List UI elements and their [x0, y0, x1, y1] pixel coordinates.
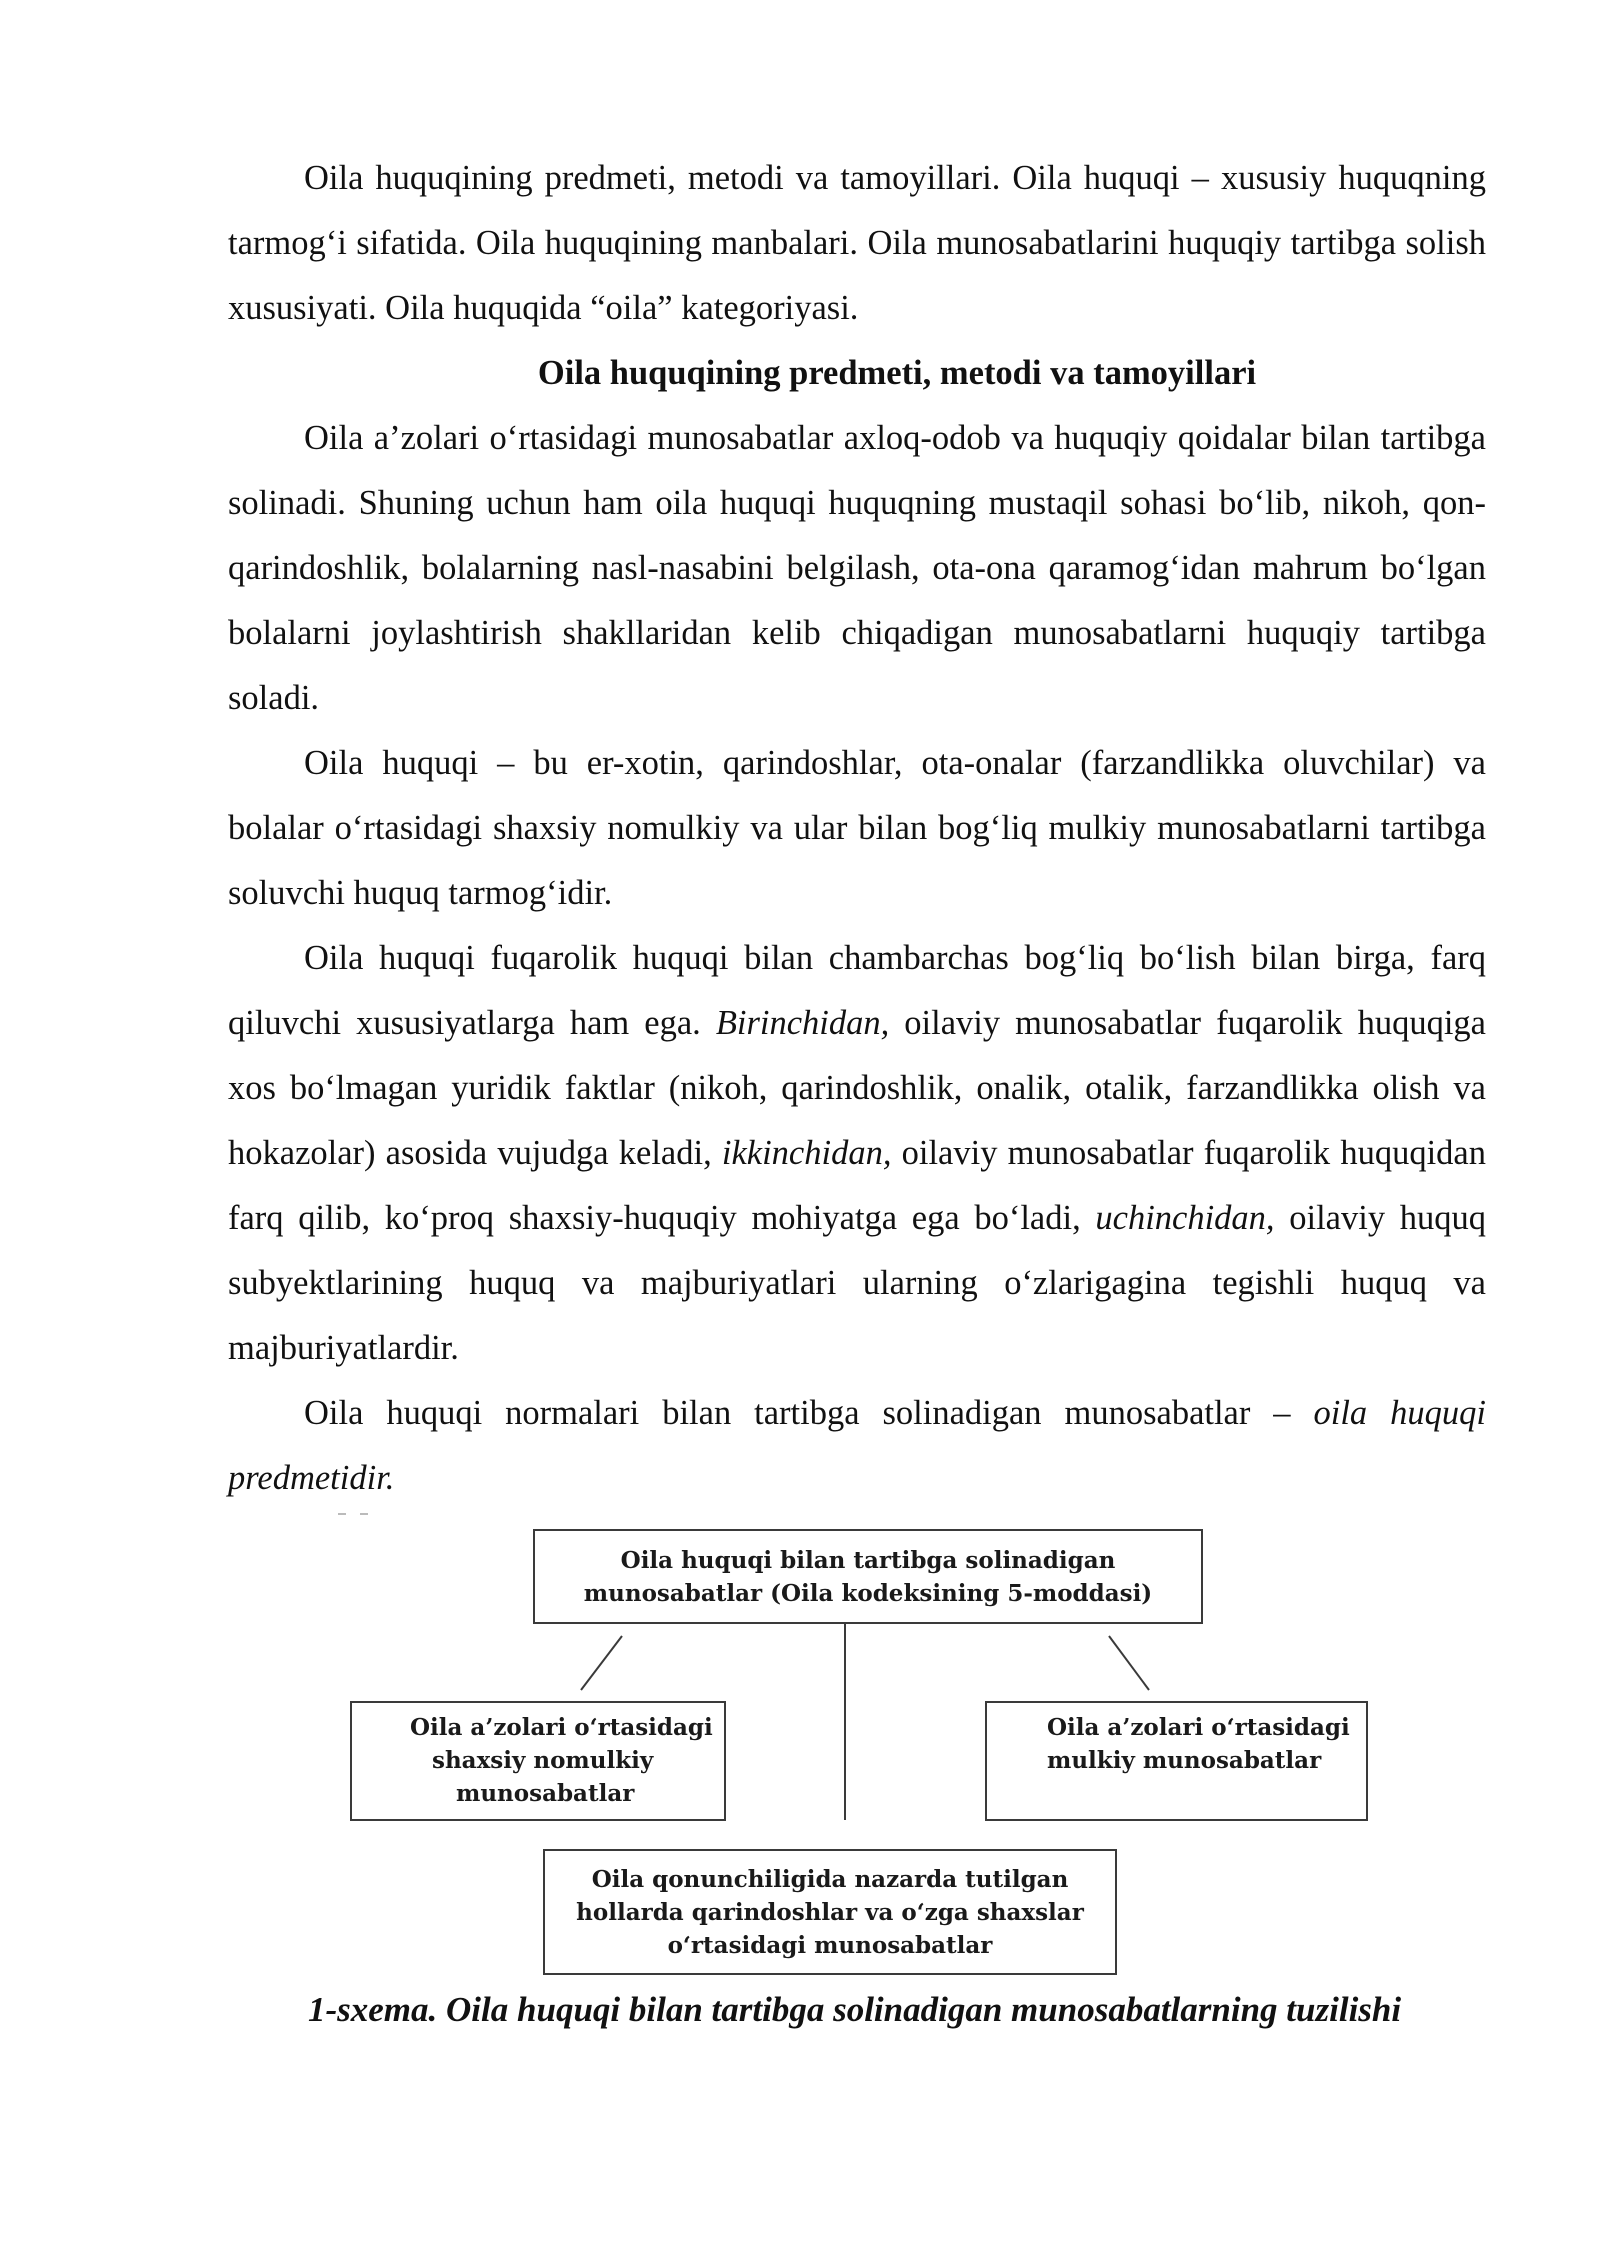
section-heading	[228, 341, 1486, 406]
figure-caption: 1-sxema. Oila huquqi bilan tartibga solinadigan munosabatlarning tuzilishi	[308, 1990, 1402, 2029]
paragraph-3	[228, 926, 1486, 1381]
paragraph-3-part-a: Oila huquqi fuqarolik huquqi bilan chambarchas bog‘liq bo‘lish bilan birga, farq qiluvchi xususiyatlarga ham ega.	[228, 939, 1486, 1042]
right-node-line-2: mulkiy munosabatlar	[1047, 1747, 1322, 1774]
body-text	[228, 146, 1486, 1511]
bottom-node-line-2: hollarda qarindoshlar va o‘zga shaxslar	[576, 1898, 1084, 1926]
paragraph-2: Oila huquqi – bu er-xotin, qarindoshlar, ota-onalar (farzandlikka oluvchilar) va bolalar o‘rtasidagi shaxsiy nomulkiy va ular bilan bog‘liq mulkiy munosabatlarni tartibga soluvchi huquq tarmog‘idir.	[228, 744, 1486, 912]
top-node-line-2: munosabatlar (Oila kodeksining 5-moddasi)	[583, 1579, 1153, 1607]
left-node	[350, 1701, 726, 1821]
top-node	[533, 1529, 1203, 1624]
paragraph-3-part-c: oilaviy munosabatlar fuqarolik huquqidan farq qilib, ko‘proq shaxsiy-huquqiy mohiyatga ega bo‘ladi,	[228, 1134, 1486, 1237]
section-heading-text: Oila huquqining predmeti, metodi va tamoyillari	[537, 354, 1257, 392]
bottom-node	[543, 1849, 1117, 1975]
paragraph-4-emphasis: oila huquqi predmetidir.	[228, 1394, 1486, 1497]
paragraph-4-part-a: Oila huquqi normalari bilan tartibga solinadigan munosabatlar –	[304, 1394, 1314, 1432]
right-node-line-1: Oila a’zolari o‘rtasidagi	[1047, 1714, 1350, 1741]
left-node-line-1: Oila a’zolari o‘rtasidagi	[410, 1714, 713, 1741]
bottom-node-line-1: Oila qonunchiligida nazarda tutilgan	[591, 1865, 1069, 1893]
paragraph-3-part-d: oilaviy huquq subyektlarining huquq va majburiyatlari ularning o‘zlarigagina tegishli huquq va majburiyatlardir.	[228, 1199, 1487, 1367]
right-node	[985, 1701, 1368, 1821]
intro-paragraph: Oila huquqining predmeti, metodi va tamoyillari. Oila huquqi – xususiy huquqning tarmog‘i sifatida. Oila huquqining manbalari. Oila munosabatlarini huquqiy tartibga solish xususiyati. Oila huquqida “oila” kategoriyasi.	[228, 159, 1486, 327]
connector-right	[1109, 1636, 1149, 1690]
paragraph-4	[228, 1381, 1486, 1511]
paragraph-3-emphasis-1: Birinchidan,	[715, 1004, 890, 1042]
top-node-line-1: Oila huquqi bilan tartibga solinadigan	[620, 1546, 1116, 1574]
paragraph-3-emphasis-2: ikkinchidan,	[721, 1134, 892, 1172]
bottom-node-line-3: o‘rtasidagi munosabatlar	[667, 1931, 993, 1959]
scan-artifact	[338, 1512, 378, 1516]
left-node-line-2: shaxsiy nomulkiy	[432, 1747, 654, 1774]
paragraph-3-part-b: oilaviy munosabatlar fuqarolik huquqiga xos bo‘lmagan yuridik faktlar (nikoh, qarindoshlik, onalik, otalik, farzandlikka olish va hokazolar) asosida vujudga keladi,	[228, 1004, 1486, 1172]
left-node-line-3: munosabatlar	[456, 1780, 635, 1807]
connector-left	[581, 1636, 622, 1690]
paragraph-1: Oila a’zolari o‘rtasidagi munosabatlar axloq-odob va huquqiy qoidalar bilan tartibga solinadi. Shuning uchun ham oila huquqi huquqning mustaqil sohasi bo‘lib, nikoh, qon-qarindoshlik, bolalarning nasl-nasabini belgilash, ota-ona qaramog‘idan mahrum bo‘lgan bolalarni joylashtirish shakllaridan kelib chiqadigan munosabatlarni huquqiy tartibga soladi.	[228, 419, 1486, 717]
paragraph-3-emphasis-3: uchinchidan,	[1095, 1199, 1275, 1237]
